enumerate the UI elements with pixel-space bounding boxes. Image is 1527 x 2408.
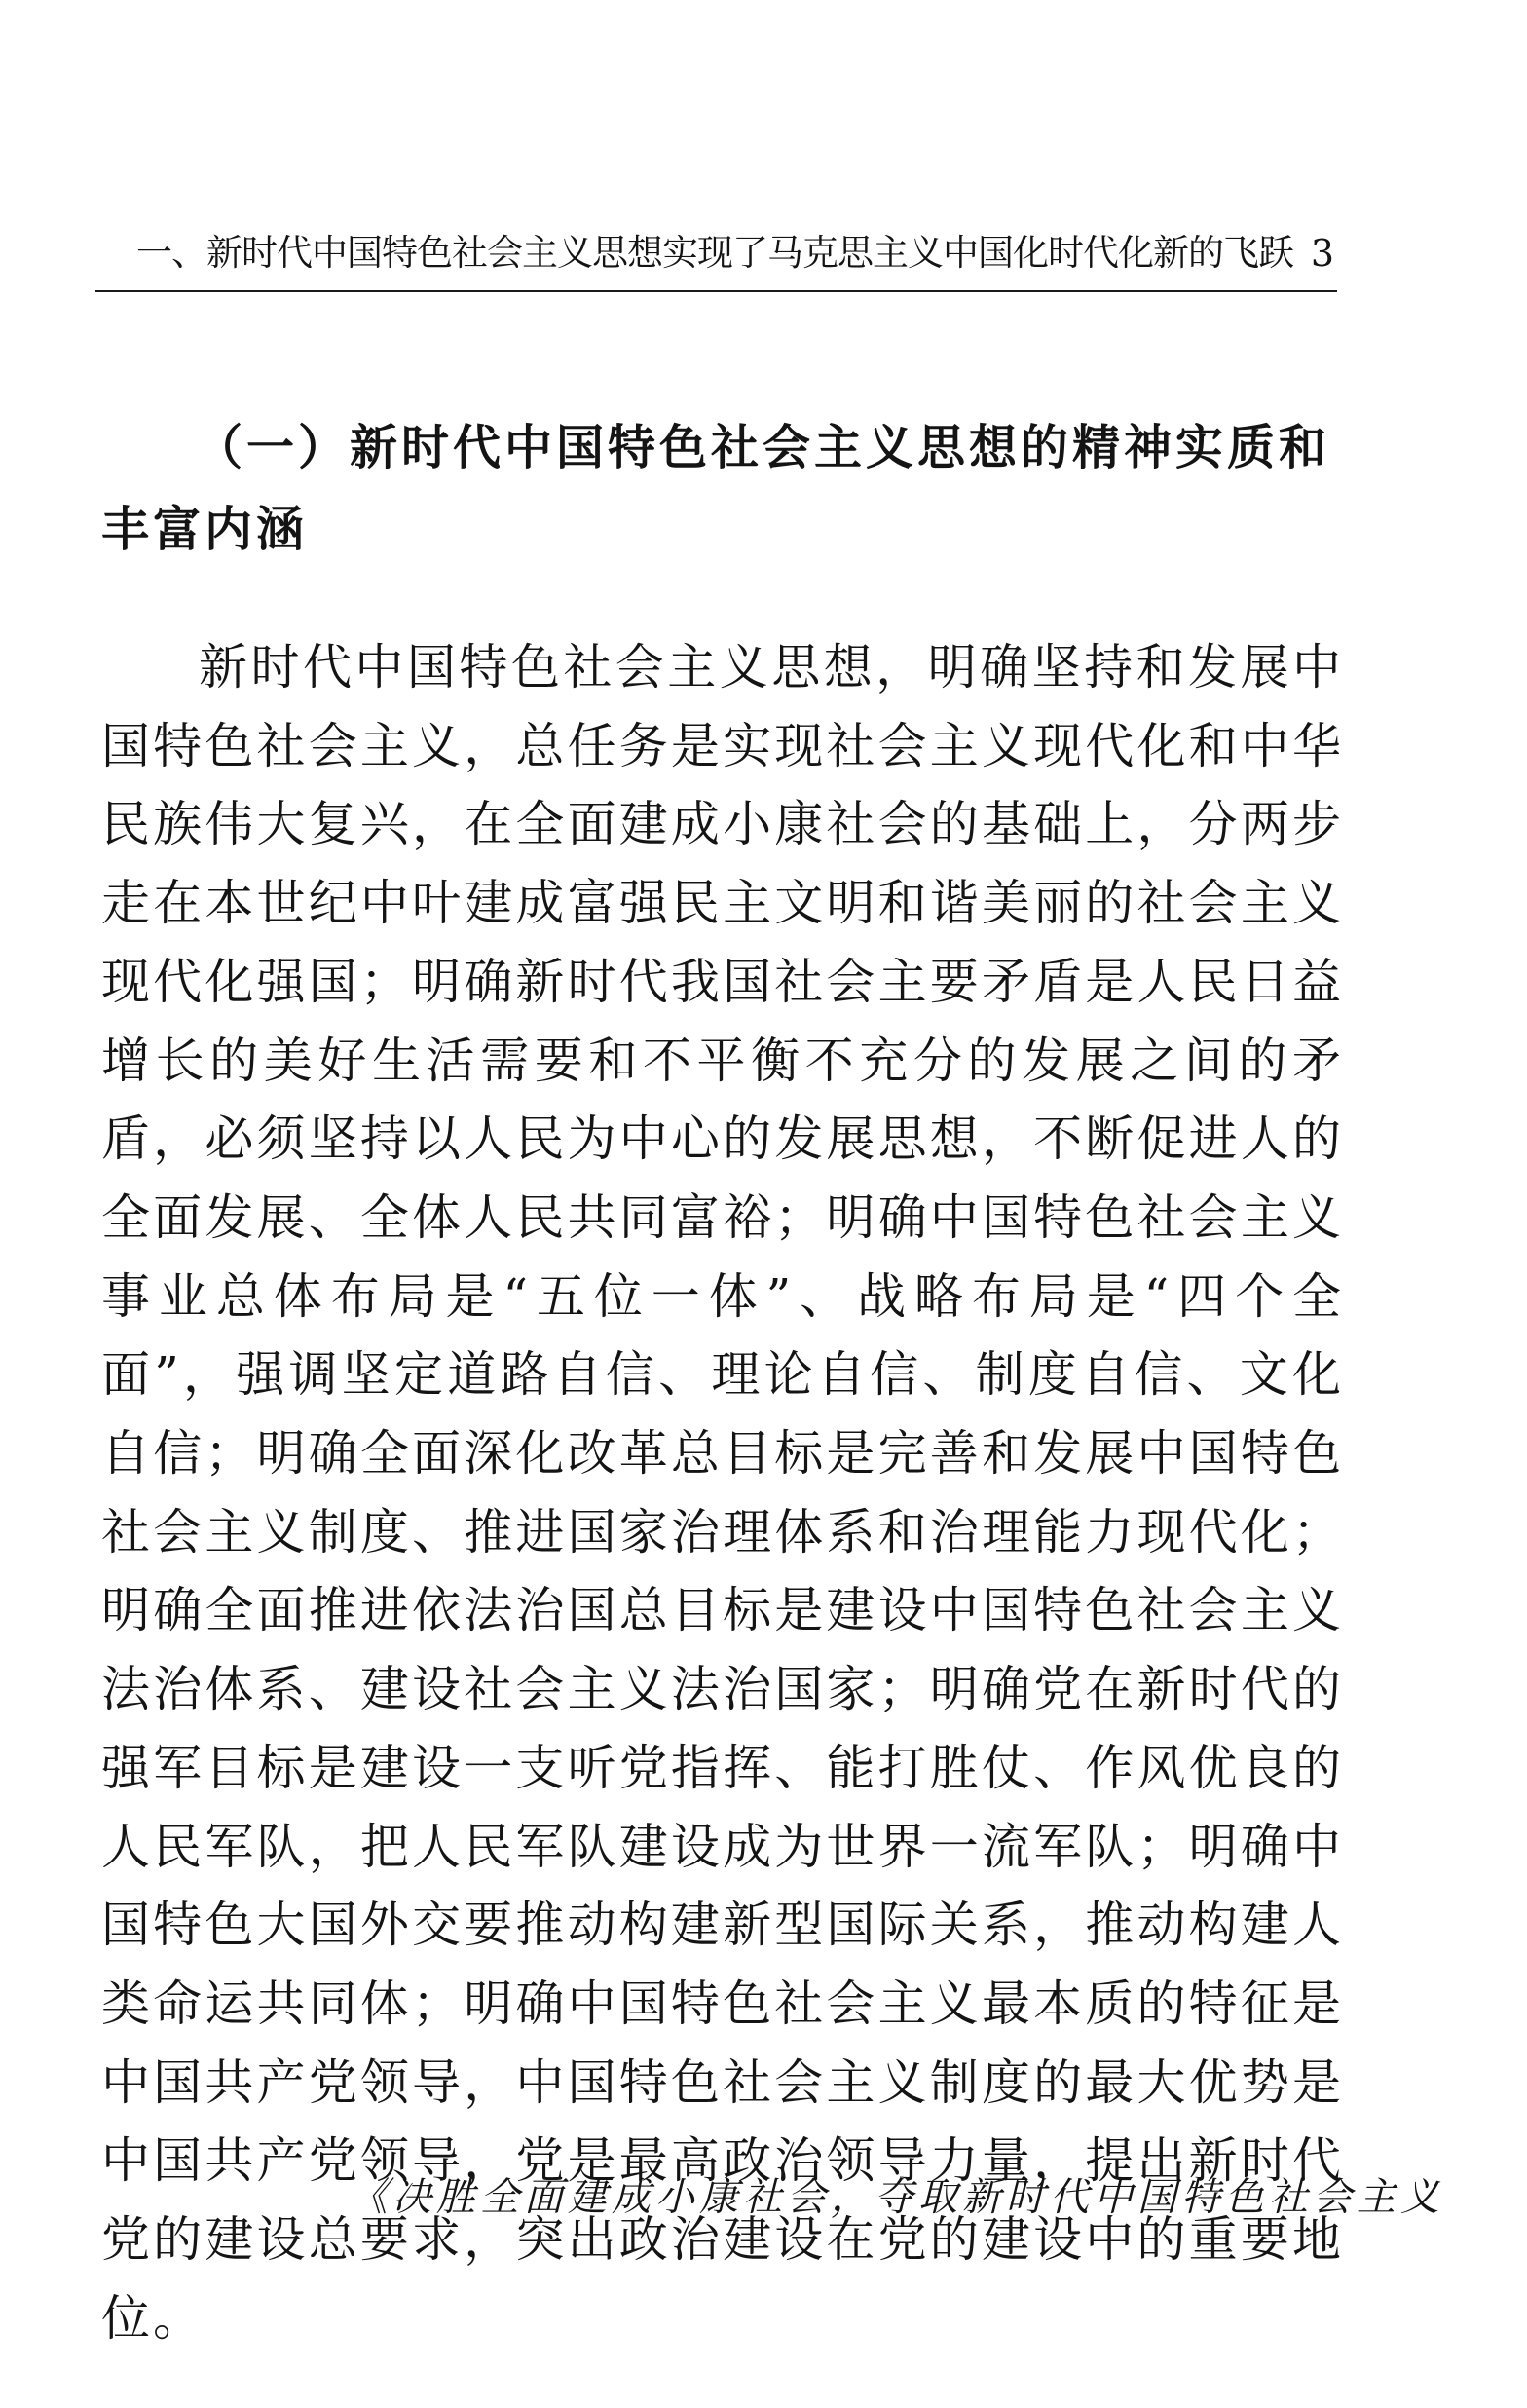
citation-source: 《决胜全面建成小康社会，夺取新时代中国特色社会主义 bbox=[349, 2175, 1444, 2220]
running-header bbox=[97, 222, 1334, 284]
section-heading: （一）新时代中国特色社会主义思想的精神实质和丰富内涵 bbox=[101, 420, 1331, 557]
body-paragraph: 新时代中国特色社会主义思想，明确坚持和发展中国特色社会主义，总任务是实现社会主义现代化和中华民族伟大复兴，在全面建成小康社会的基础上，分两步走在本世纪中叶建成富强民主文明和谐美丽的社会主义现代化强国；明确新时代我国社会主要矛盾是人民日益增长的美好生活需要和不平衡不充分的发展之间的矛盾，必须坚持以人民为中心的发展思想，不断促进人的全面发展、全体人民共同富裕；明确中国特色社会主义事业总体布局是“五位一体”、战略布局是“四个全面”，强调坚定道路自信、理论自信、制度自信、文化自信；明确全面深化改革总目标是完善和发展中国特色社会主义制度、推进国家治理体系和治理能力现代化；明确全面推进依法治国总目标是建设中国特色社会主义法治体系、建设社会主义法治国家；明确党在新时代的强军目标是建设一支听党指挥、能打胜仗、作风优良的人民军队，把人民军队建设成为世界一流军队；明确中国特色大国外交要推动构建新型国际关系，推动构建人类命运共同体；明确中国特色社会主义最本质的特征是中国共产党领导，中国特色社会主义制度的最大优势是中国共产党领导，党是最高政治领导力量，提出新时代党的建设总要求，突出政治建设在党的建设中的重要地位。 bbox=[101, 639, 1344, 2347]
page-number: 3 bbox=[1310, 232, 1334, 275]
running-header-title: 一、新时代中国特色社会主义思想实现了马克思主义中国化时代化新的飞跃 bbox=[136, 232, 1293, 274]
header-divider bbox=[95, 290, 1337, 292]
